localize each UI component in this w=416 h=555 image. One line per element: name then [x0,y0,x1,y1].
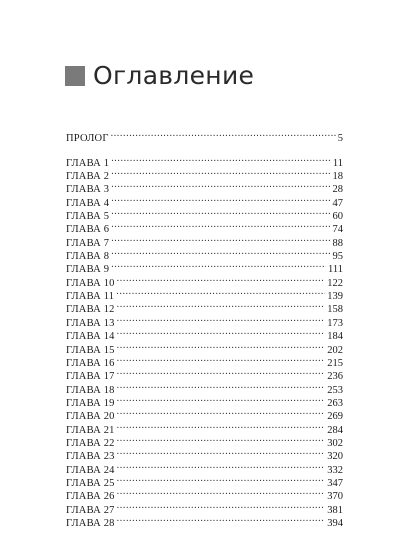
toc-leader-dots [117,446,326,459]
toc-entry-label: ГЛАВА 10 [66,277,115,289]
toc-leader-dots [117,393,326,406]
toc-entry-page: 347 [327,477,343,489]
table-of-contents [66,128,343,529]
toc-leader-dots [117,299,326,312]
toc-entry[interactable] [66,152,343,169]
toc-leader-dots [111,128,336,141]
toc-leader-dots [117,272,326,285]
toc-leader-dots [111,232,330,245]
toc-leader-dots [117,433,326,446]
toc-entry-page: 47 [332,197,343,209]
toc-entry-page: 5 [337,133,343,145]
toc-entry-label: ГЛАВА 16 [66,357,115,369]
toc-leader-dots [117,419,326,432]
toc-entry-label: ГЛАВА 2 [66,171,110,183]
toc-entry-page: 139 [327,291,343,303]
toc-leader-dots [111,192,330,205]
toc-entry-page: 74 [332,224,343,236]
toc-entry-label: ПРОЛОГ [66,133,109,145]
toc-entry-page: 18 [332,171,343,183]
toc-entry-page: 173 [327,317,343,329]
toc-leader-dots [117,379,326,392]
heading-square-icon [65,66,85,86]
toc-entry-label: ГЛАВА 6 [66,224,110,236]
toc-entry-label: ГЛАВА 22 [66,437,115,449]
toc-entry-page: 302 [327,437,343,449]
toc-entry-label: ГЛАВА 25 [66,477,115,489]
toc-leader-dots [111,166,330,179]
toc-entry-page: 236 [327,371,343,383]
toc-heading [65,60,254,92]
toc-leader-dots [117,486,326,499]
toc-entry-label: ГЛАВА 21 [66,424,115,436]
toc-leader-dots [117,499,326,512]
toc-entry-page: 95 [332,251,343,263]
toc-leader-dots [117,326,326,339]
toc-entry-page: 11 [332,157,343,169]
toc-entry-label: ГЛАВА 12 [66,304,115,316]
toc-entry-page: 284 [327,424,343,436]
toc-entry-page: 60 [332,211,343,223]
toc-entry-label: ГЛАВА 24 [66,464,115,476]
toc-entry-label: ГЛАВА 14 [66,331,115,343]
toc-entry-page: 394 [327,517,343,529]
toc-entry-page: 28 [332,184,343,196]
toc-entry-label: ГЛАВА 28 [66,517,115,529]
toc-entry-label: ГЛАВА 3 [66,184,110,196]
toc-entry-page: 202 [327,344,343,356]
toc-leader-dots [117,366,326,379]
toc-leader-dots [117,339,326,352]
toc-entry-page: 370 [327,491,343,503]
toc-entry-label: ГЛАВА 15 [66,344,115,356]
toc-entry-label: ГЛАВА 27 [66,504,115,516]
toc-leader-dots [117,473,326,486]
toc-entry-page: 253 [327,384,343,396]
toc-entry-page: 332 [327,464,343,476]
toc-entry-label: ГЛАВА 19 [66,397,115,409]
toc-leader-dots [117,312,326,325]
toc-entry-label: ГЛАВА 9 [66,264,110,276]
toc-leader-dots [117,459,326,472]
toc-leader-dots [111,206,330,219]
toc-entry-page: 88 [332,237,343,249]
toc-entry-label: ГЛАВА 18 [66,384,115,396]
toc-entry-page: 381 [327,504,343,516]
toc-leader-dots [111,152,331,165]
toc-entry-label: ГЛАВА 23 [66,451,115,463]
toc-leader-dots [117,406,326,419]
toc-entry-label: ГЛАВА 20 [66,411,115,423]
toc-leader-dots [111,259,326,272]
toc-entry-label: ГЛАВА 4 [66,197,110,209]
toc-entry-page: 111 [328,264,343,276]
toc-entry-page: 320 [327,451,343,463]
toc-entry-label: ГЛАВА 11 [66,291,115,303]
toc-leader-dots [111,219,330,232]
toc-leader-dots [111,246,330,259]
toc-entry-label: ГЛАВА 17 [66,371,115,383]
toc-entry-page: 184 [327,331,343,343]
toc-leader-dots [117,353,326,366]
toc-entry-page: 263 [327,397,343,409]
toc-leader-dots [117,513,326,526]
toc-entry[interactable] [66,128,343,145]
toc-leader-dots [116,286,325,299]
toc-entry-page: 269 [327,411,343,423]
toc-entry-label: ГЛАВА 8 [66,251,110,263]
toc-entry-label: ГЛАВА 1 [66,157,110,169]
page-title: Оглавление [93,61,255,90]
toc-entry-page: 158 [327,304,343,316]
toc-entry-label: ГЛАВА 26 [66,491,115,503]
toc-entry-page: 215 [327,357,343,369]
toc-leader-dots [111,179,330,192]
toc-entry-label: ГЛАВА 13 [66,317,115,329]
toc-entry-label: ГЛАВА 7 [66,237,110,249]
toc-entry-label: ГЛАВА 5 [66,211,110,223]
toc-entry-page: 122 [327,277,343,289]
